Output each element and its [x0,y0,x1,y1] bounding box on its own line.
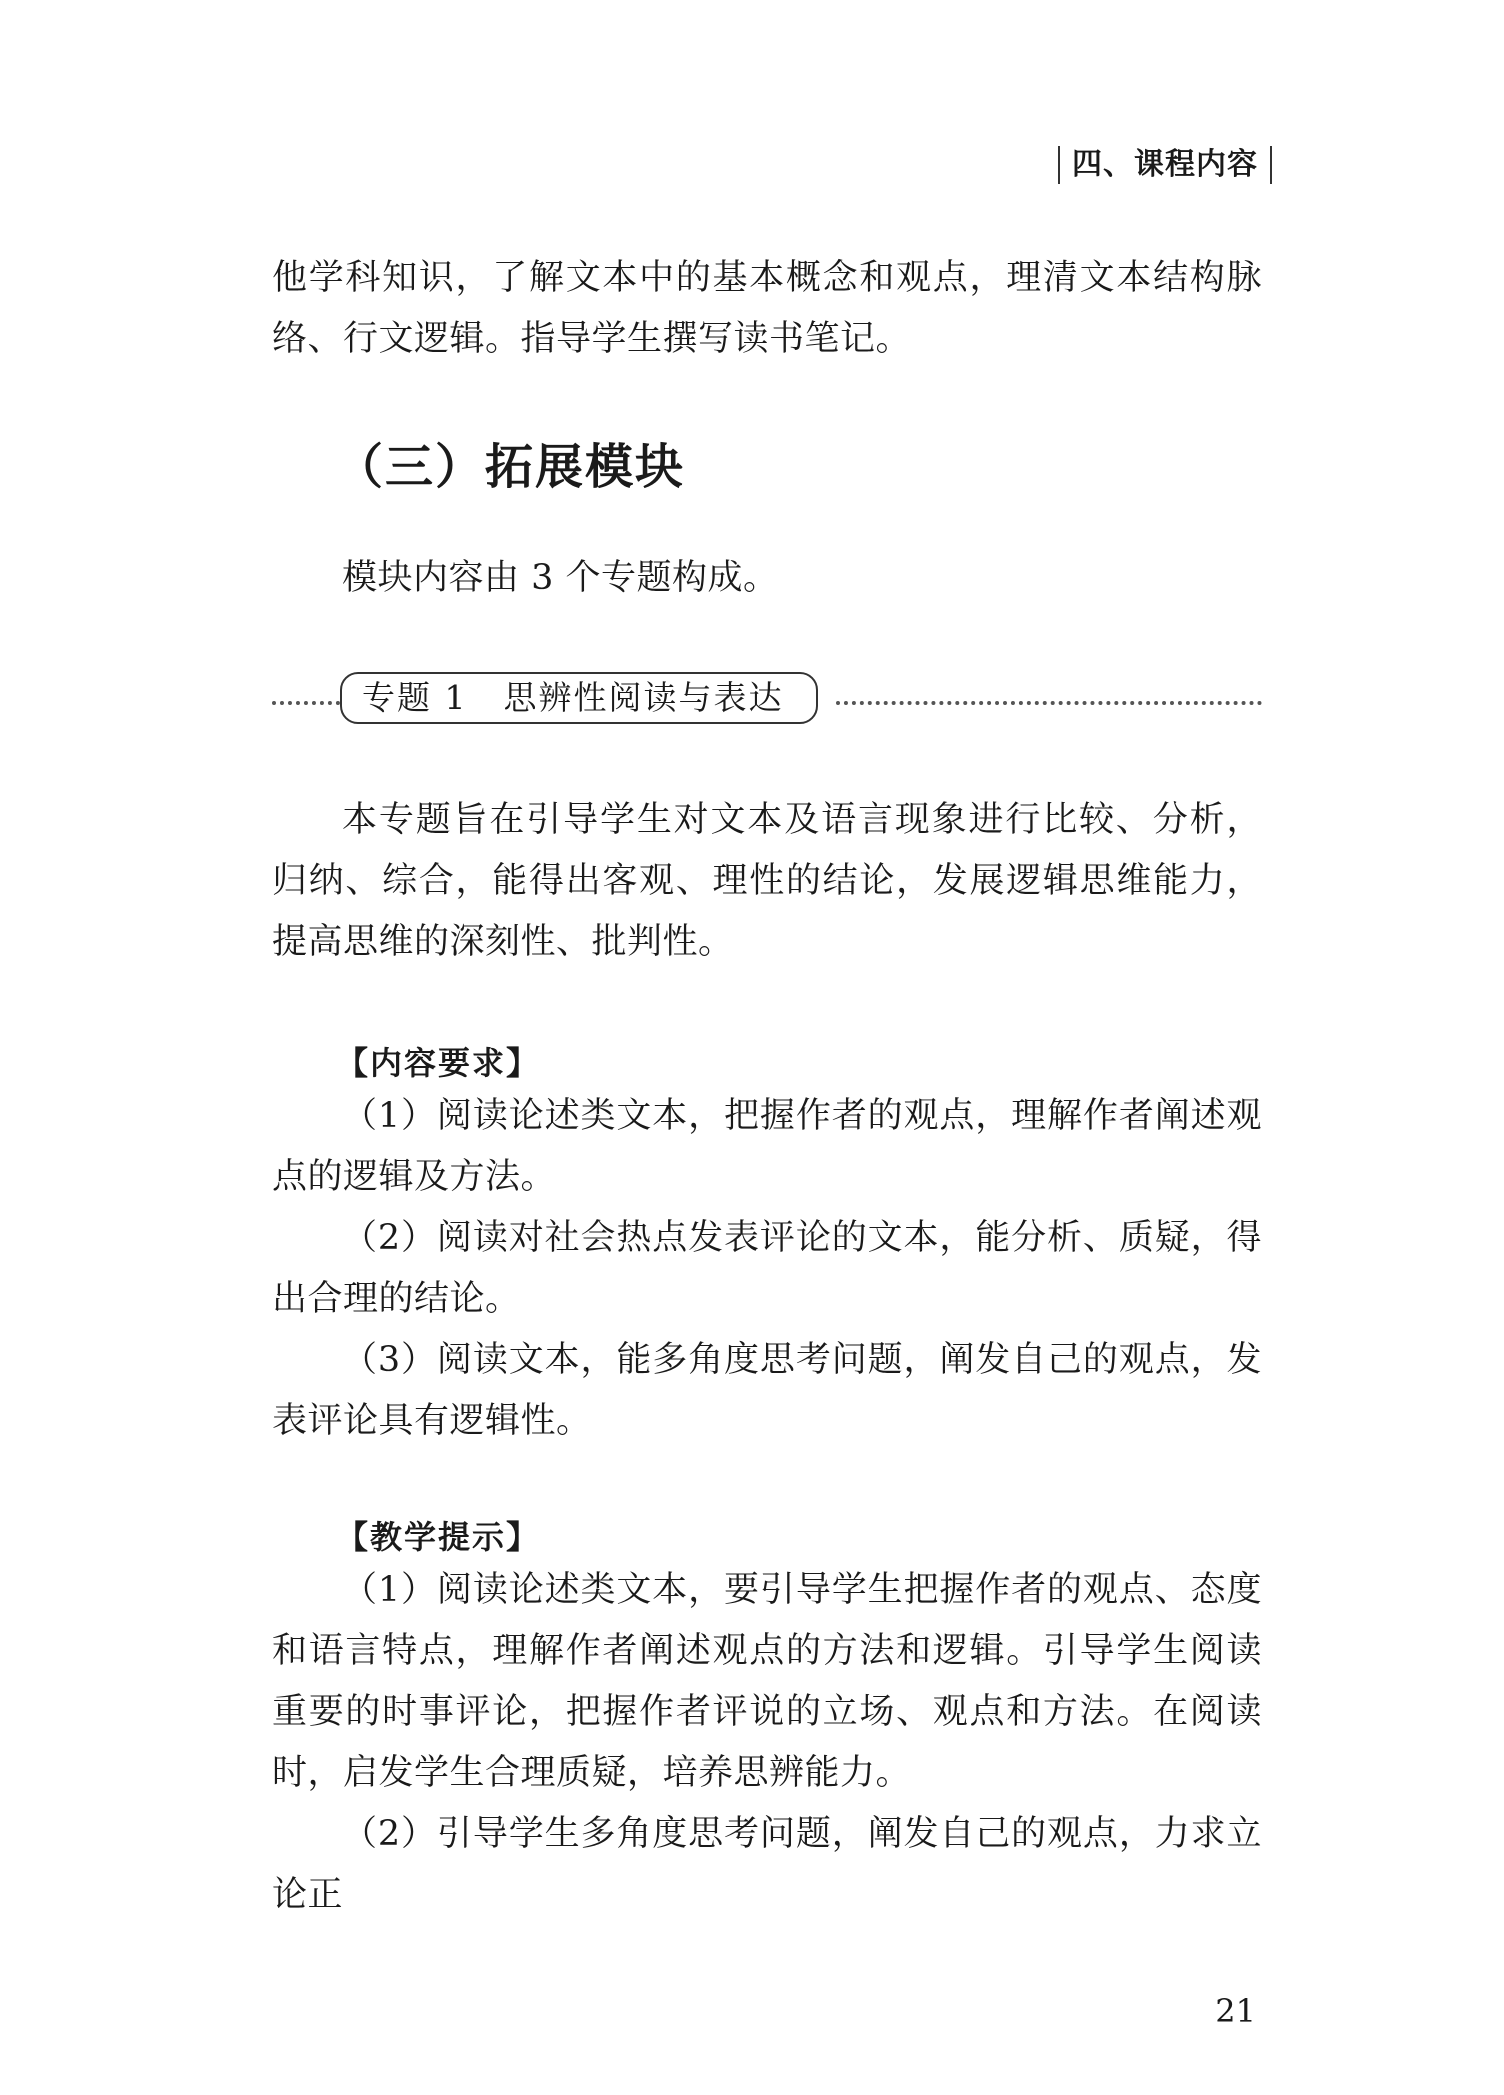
section-intro: 模块内容由 3 个专题构成。 [342,558,779,598]
topic-intro: 本专题旨在引导学生对文本及语言现象进行比较、分析，归纳、综合，能得出客观、理性的结论，发展逻辑思维能力，提高思维的深刻性、批判性。 [272,800,1262,962]
continuation-paragraph: 他学科知识，了解文本中的基本概念和观点，理清文本结构脉络、行文逻辑。指导学生撰写读书笔记。 [272,258,1262,359]
requirement-item-2: （2）阅读对社会热点发表评论的文本，能分析、质疑，得出合理的结论。 [272,1218,1262,1319]
chapter-header: 四、课程内容 [1058,146,1272,184]
topic-number: 专题 1 [362,678,468,717]
page-number: 21 [1215,1992,1256,2030]
topic-label [340,672,818,724]
topic-title: 思辨性阅读与表达 [503,678,784,717]
section-title: （三）拓展模块 [335,439,686,495]
topic-banner [272,672,1262,732]
requirement-item-1: （1）阅读论述类文本，把握作者的观点，理解作者阐述观点的逻辑及方法。 [272,1096,1262,1197]
requirement-item-3: （3）阅读文本，能多角度思考问题，阐发自己的观点，发表评论具有逻辑性。 [272,1340,1262,1441]
teaching-tip-1: （1）阅读论述类文本，要引导学生把握作者的观点、态度和语言特点，理解作者阐述观点的方法和逻辑。引导学生阅读重要的时事评论，把握作者评说的立场、观点和方法。在阅读时，启发学生合理质疑，培养思辨能力。 [272,1570,1262,1793]
teaching-tips-heading: 【教学提示】 [336,1518,541,1556]
content-requirements-heading: 【内容要求】 [336,1044,541,1082]
dotted-rule-right [836,701,1262,705]
dotted-rule-left [272,701,340,705]
teaching-tip-2: （2）引导学生多角度思考问题，阐发自己的观点，力求立论正 [272,1814,1262,1915]
